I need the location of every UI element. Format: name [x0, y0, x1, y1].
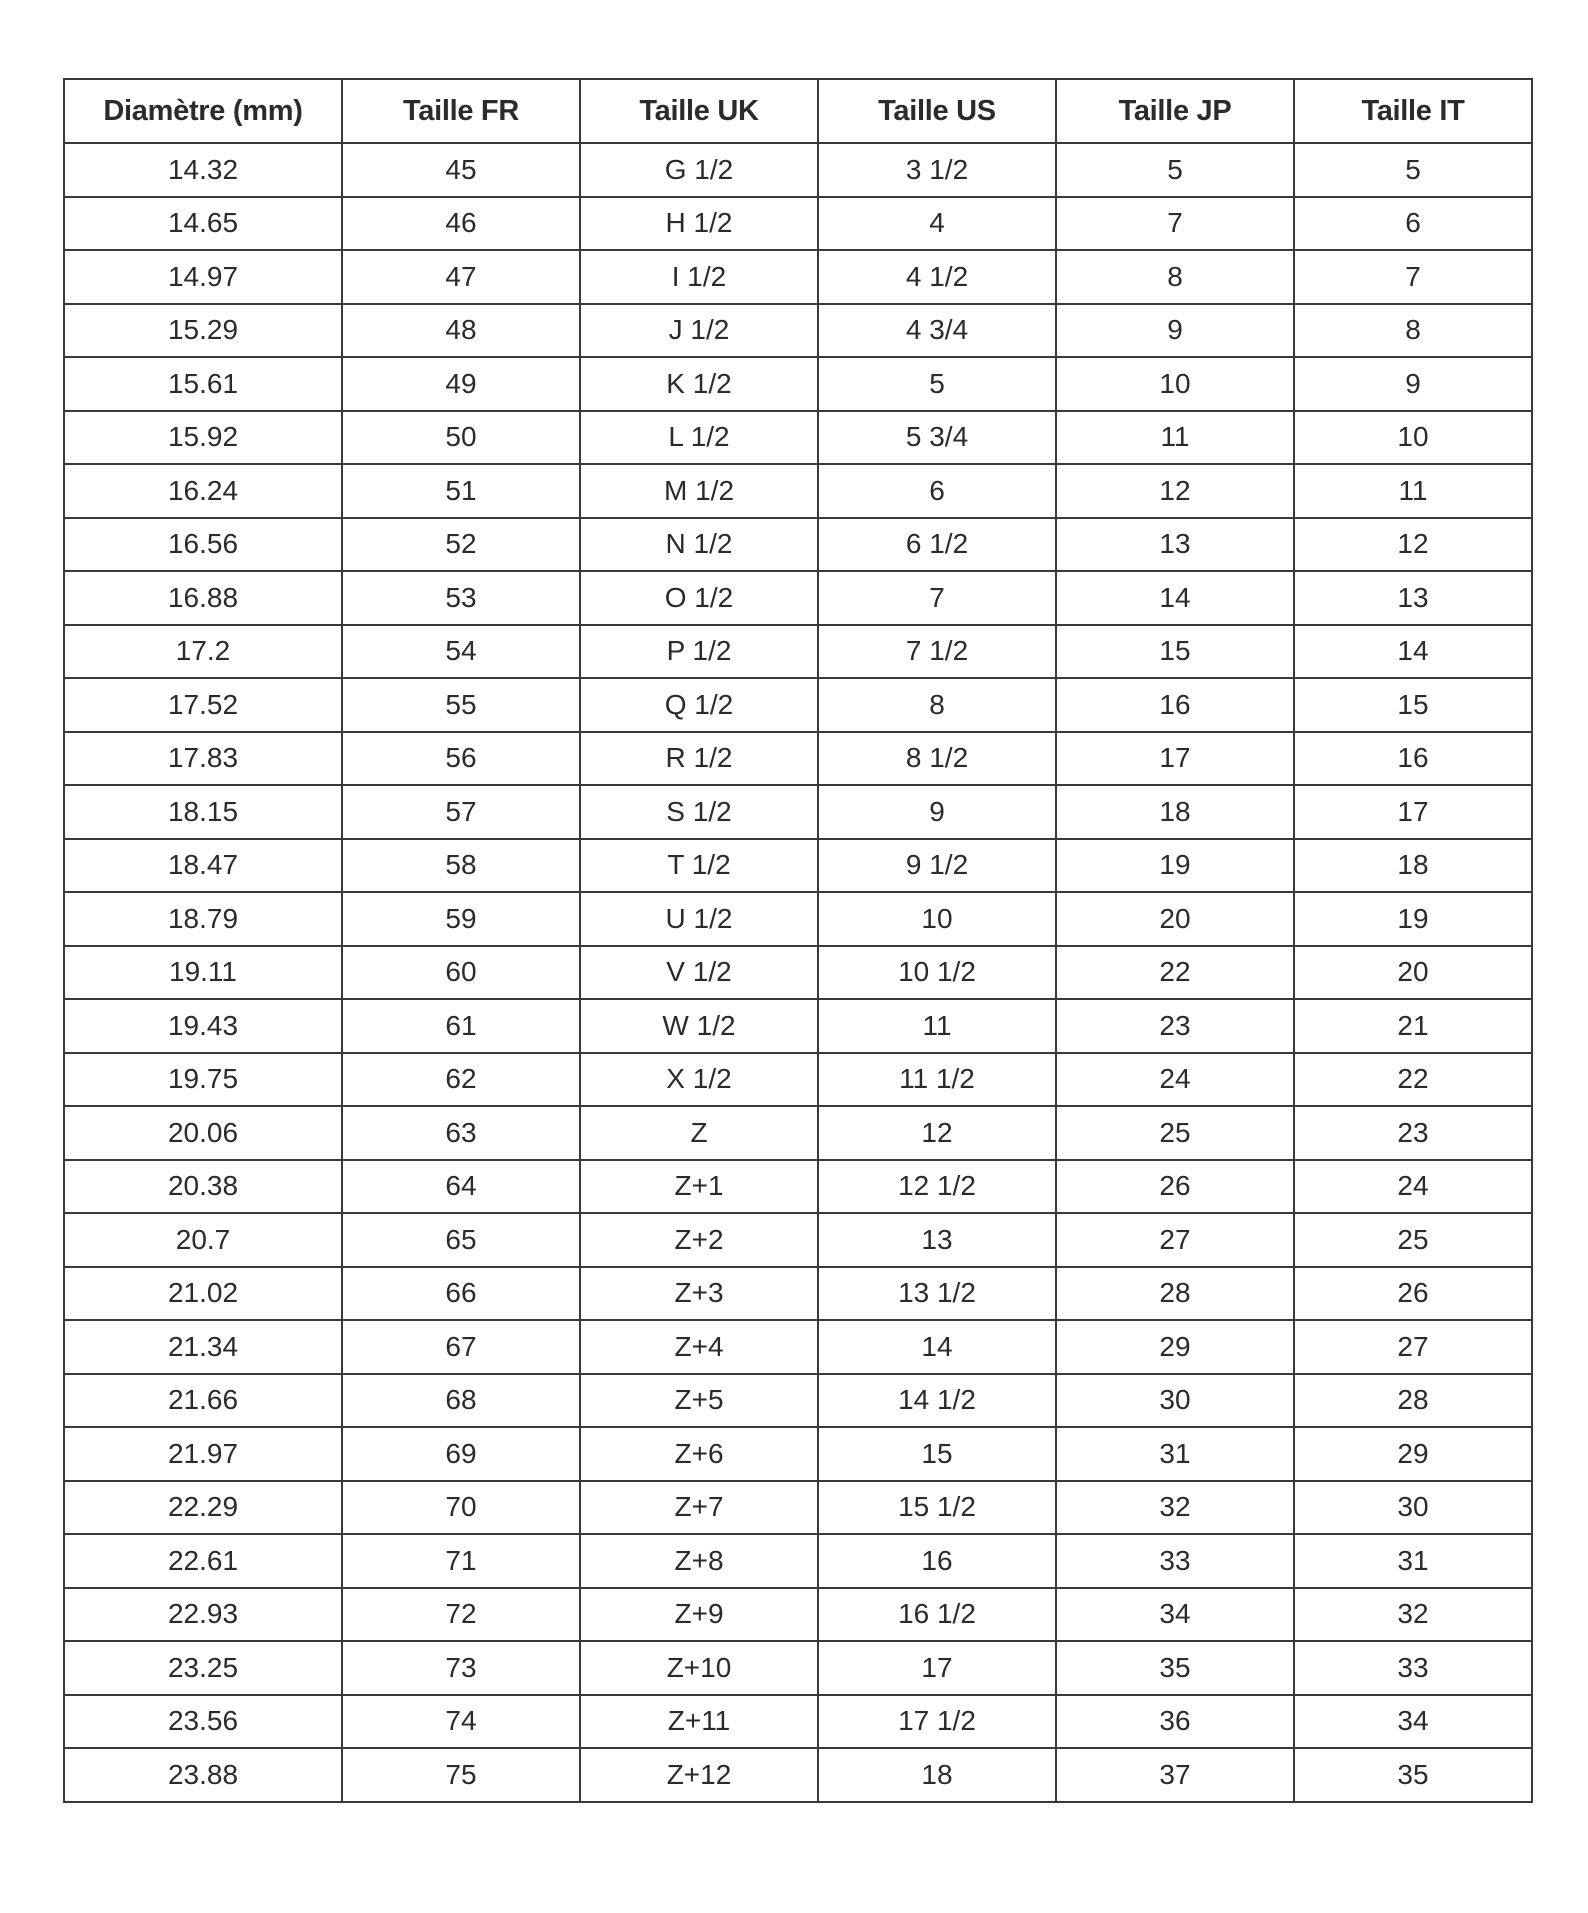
cell-size-fr: 59 — [342, 892, 580, 946]
cell-diameter: 20.38 — [64, 1160, 342, 1214]
cell-size-fr: 64 — [342, 1160, 580, 1214]
cell-size-us: 5 — [818, 357, 1056, 411]
cell-size-uk: T 1/2 — [580, 839, 818, 893]
cell-size-it: 9 — [1294, 357, 1532, 411]
cell-size-us: 8 — [818, 678, 1056, 732]
table-row — [64, 464, 1532, 518]
cell-size-uk: K 1/2 — [580, 357, 818, 411]
cell-diameter: 18.15 — [64, 785, 342, 839]
cell-size-us: 4 3/4 — [818, 304, 1056, 358]
cell-size-us: 9 1/2 — [818, 839, 1056, 893]
table-row — [64, 571, 1532, 625]
cell-size-it: 33 — [1294, 1641, 1532, 1695]
cell-size-it: 6 — [1294, 197, 1532, 251]
cell-size-uk: M 1/2 — [580, 464, 818, 518]
cell-size-fr: 63 — [342, 1106, 580, 1160]
cell-size-fr: 61 — [342, 999, 580, 1053]
cell-size-jp: 16 — [1056, 678, 1294, 732]
cell-size-fr: 56 — [342, 732, 580, 786]
cell-size-uk: G 1/2 — [580, 143, 818, 197]
cell-size-uk: O 1/2 — [580, 571, 818, 625]
cell-size-uk: P 1/2 — [580, 625, 818, 679]
cell-size-uk: Z+11 — [580, 1695, 818, 1749]
cell-size-jp: 32 — [1056, 1481, 1294, 1535]
table-row — [64, 785, 1532, 839]
cell-size-it: 12 — [1294, 518, 1532, 572]
table-row — [64, 411, 1532, 465]
table-row — [64, 999, 1532, 1053]
cell-size-fr: 54 — [342, 625, 580, 679]
table-row — [64, 1748, 1532, 1802]
cell-size-it: 32 — [1294, 1588, 1532, 1642]
cell-diameter: 14.97 — [64, 250, 342, 304]
cell-size-it: 24 — [1294, 1160, 1532, 1214]
cell-size-uk: Z+12 — [580, 1748, 818, 1802]
cell-size-jp: 28 — [1056, 1267, 1294, 1321]
cell-size-jp: 25 — [1056, 1106, 1294, 1160]
cell-size-fr: 65 — [342, 1213, 580, 1267]
cell-size-us: 15 1/2 — [818, 1481, 1056, 1535]
table-row — [64, 250, 1532, 304]
cell-size-us: 17 — [818, 1641, 1056, 1695]
cell-size-uk: Z+2 — [580, 1213, 818, 1267]
cell-size-it: 10 — [1294, 411, 1532, 465]
cell-size-uk: H 1/2 — [580, 197, 818, 251]
cell-size-uk: Z+7 — [580, 1481, 818, 1535]
cell-size-uk: U 1/2 — [580, 892, 818, 946]
cell-diameter: 21.02 — [64, 1267, 342, 1321]
cell-diameter: 16.88 — [64, 571, 342, 625]
cell-size-us: 18 — [818, 1748, 1056, 1802]
cell-diameter: 18.79 — [64, 892, 342, 946]
cell-size-it: 26 — [1294, 1267, 1532, 1321]
table-row — [64, 946, 1532, 1000]
cell-size-us: 12 1/2 — [818, 1160, 1056, 1214]
cell-size-jp: 8 — [1056, 250, 1294, 304]
table-row — [64, 678, 1532, 732]
cell-size-fr: 49 — [342, 357, 580, 411]
table-row — [64, 1588, 1532, 1642]
cell-size-jp: 12 — [1056, 464, 1294, 518]
cell-size-uk: N 1/2 — [580, 518, 818, 572]
cell-size-jp: 7 — [1056, 197, 1294, 251]
cell-size-us: 15 — [818, 1427, 1056, 1481]
cell-size-jp: 13 — [1056, 518, 1294, 572]
cell-size-jp: 19 — [1056, 839, 1294, 893]
cell-size-us: 4 1/2 — [818, 250, 1056, 304]
cell-size-uk: Q 1/2 — [580, 678, 818, 732]
cell-size-it: 19 — [1294, 892, 1532, 946]
cell-diameter: 23.88 — [64, 1748, 342, 1802]
cell-size-us: 17 1/2 — [818, 1695, 1056, 1749]
table-row — [64, 732, 1532, 786]
cell-size-it: 8 — [1294, 304, 1532, 358]
cell-size-us: 6 — [818, 464, 1056, 518]
table-row — [64, 1320, 1532, 1374]
cell-size-fr: 52 — [342, 518, 580, 572]
cell-size-fr: 57 — [342, 785, 580, 839]
cell-size-uk: Z+8 — [580, 1534, 818, 1588]
cell-size-uk: V 1/2 — [580, 946, 818, 1000]
cell-size-us: 12 — [818, 1106, 1056, 1160]
cell-size-jp: 34 — [1056, 1588, 1294, 1642]
cell-size-it: 35 — [1294, 1748, 1532, 1802]
cell-size-us: 6 1/2 — [818, 518, 1056, 572]
cell-size-it: 20 — [1294, 946, 1532, 1000]
cell-size-jp: 27 — [1056, 1213, 1294, 1267]
cell-size-uk: Z+1 — [580, 1160, 818, 1214]
cell-size-fr: 73 — [342, 1641, 580, 1695]
cell-size-fr: 55 — [342, 678, 580, 732]
header-size-us: Taille US — [818, 79, 1056, 143]
table-row — [64, 304, 1532, 358]
cell-size-jp: 35 — [1056, 1641, 1294, 1695]
cell-size-it: 18 — [1294, 839, 1532, 893]
cell-size-uk: L 1/2 — [580, 411, 818, 465]
table-row — [64, 1427, 1532, 1481]
cell-diameter: 22.29 — [64, 1481, 342, 1535]
cell-diameter: 19.43 — [64, 999, 342, 1053]
cell-size-jp: 23 — [1056, 999, 1294, 1053]
cell-diameter: 21.34 — [64, 1320, 342, 1374]
cell-diameter: 17.52 — [64, 678, 342, 732]
cell-diameter: 22.61 — [64, 1534, 342, 1588]
cell-size-fr: 67 — [342, 1320, 580, 1374]
cell-size-it: 34 — [1294, 1695, 1532, 1749]
cell-size-it: 28 — [1294, 1374, 1532, 1428]
cell-diameter: 18.47 — [64, 839, 342, 893]
cell-size-uk: Z — [580, 1106, 818, 1160]
cell-size-us: 10 1/2 — [818, 946, 1056, 1000]
cell-size-fr: 53 — [342, 571, 580, 625]
cell-size-jp: 26 — [1056, 1160, 1294, 1214]
cell-size-us: 11 — [818, 999, 1056, 1053]
cell-size-uk: Z+10 — [580, 1641, 818, 1695]
table-row — [64, 625, 1532, 679]
table-row — [64, 1267, 1532, 1321]
table-row — [64, 1641, 1532, 1695]
table-header — [64, 79, 1532, 143]
cell-diameter: 15.29 — [64, 304, 342, 358]
cell-size-jp: 11 — [1056, 411, 1294, 465]
cell-size-us: 10 — [818, 892, 1056, 946]
cell-diameter: 14.65 — [64, 197, 342, 251]
cell-diameter: 14.32 — [64, 143, 342, 197]
cell-size-jp: 10 — [1056, 357, 1294, 411]
header-size-it: Taille IT — [1294, 79, 1532, 143]
cell-size-uk: Z+9 — [580, 1588, 818, 1642]
cell-diameter: 16.56 — [64, 518, 342, 572]
cell-diameter: 21.97 — [64, 1427, 342, 1481]
cell-size-jp: 37 — [1056, 1748, 1294, 1802]
cell-size-uk: R 1/2 — [580, 732, 818, 786]
table-row — [64, 892, 1532, 946]
cell-diameter: 23.56 — [64, 1695, 342, 1749]
cell-diameter: 15.92 — [64, 411, 342, 465]
header-row — [64, 79, 1532, 143]
cell-size-fr: 71 — [342, 1534, 580, 1588]
ring-size-table — [63, 78, 1533, 1803]
cell-size-it: 29 — [1294, 1427, 1532, 1481]
cell-size-it: 5 — [1294, 143, 1532, 197]
cell-diameter: 17.83 — [64, 732, 342, 786]
cell-size-us: 8 1/2 — [818, 732, 1056, 786]
cell-size-jp: 9 — [1056, 304, 1294, 358]
cell-size-fr: 48 — [342, 304, 580, 358]
cell-size-us: 13 1/2 — [818, 1267, 1056, 1321]
cell-size-fr: 46 — [342, 197, 580, 251]
cell-size-fr: 50 — [342, 411, 580, 465]
cell-size-us: 16 1/2 — [818, 1588, 1056, 1642]
table-row — [64, 197, 1532, 251]
cell-size-it: 22 — [1294, 1053, 1532, 1107]
cell-size-uk: Z+5 — [580, 1374, 818, 1428]
cell-size-uk: Z+6 — [580, 1427, 818, 1481]
cell-size-fr: 75 — [342, 1748, 580, 1802]
cell-size-jp: 33 — [1056, 1534, 1294, 1588]
cell-size-fr: 51 — [342, 464, 580, 518]
cell-diameter: 15.61 — [64, 357, 342, 411]
cell-size-fr: 62 — [342, 1053, 580, 1107]
cell-size-jp: 14 — [1056, 571, 1294, 625]
cell-size-it: 25 — [1294, 1213, 1532, 1267]
cell-size-fr: 68 — [342, 1374, 580, 1428]
cell-size-jp: 31 — [1056, 1427, 1294, 1481]
cell-size-it: 31 — [1294, 1534, 1532, 1588]
cell-size-it: 30 — [1294, 1481, 1532, 1535]
cell-size-it: 23 — [1294, 1106, 1532, 1160]
cell-diameter: 21.66 — [64, 1374, 342, 1428]
cell-diameter: 20.7 — [64, 1213, 342, 1267]
cell-size-us: 7 1/2 — [818, 625, 1056, 679]
table-body — [64, 143, 1532, 1802]
header-diameter: Diamètre (mm) — [64, 79, 342, 143]
cell-diameter: 19.75 — [64, 1053, 342, 1107]
cell-size-it: 7 — [1294, 250, 1532, 304]
table-row — [64, 1481, 1532, 1535]
cell-size-fr: 66 — [342, 1267, 580, 1321]
cell-size-jp: 17 — [1056, 732, 1294, 786]
cell-size-us: 7 — [818, 571, 1056, 625]
table-row — [64, 518, 1532, 572]
cell-size-jp: 15 — [1056, 625, 1294, 679]
cell-size-uk: X 1/2 — [580, 1053, 818, 1107]
cell-diameter: 23.25 — [64, 1641, 342, 1695]
cell-size-us: 14 1/2 — [818, 1374, 1056, 1428]
cell-diameter: 22.93 — [64, 1588, 342, 1642]
table-row — [64, 1374, 1532, 1428]
cell-size-jp: 5 — [1056, 143, 1294, 197]
cell-size-it: 14 — [1294, 625, 1532, 679]
header-size-jp: Taille JP — [1056, 79, 1294, 143]
cell-size-it: 16 — [1294, 732, 1532, 786]
cell-size-it: 15 — [1294, 678, 1532, 732]
cell-size-jp: 29 — [1056, 1320, 1294, 1374]
cell-size-fr: 45 — [342, 143, 580, 197]
cell-size-fr: 60 — [342, 946, 580, 1000]
cell-size-jp: 22 — [1056, 946, 1294, 1000]
table-row — [64, 1053, 1532, 1107]
cell-size-uk: Z+3 — [580, 1267, 818, 1321]
cell-size-us: 14 — [818, 1320, 1056, 1374]
cell-size-it: 17 — [1294, 785, 1532, 839]
cell-size-it: 13 — [1294, 571, 1532, 625]
table-row — [64, 1213, 1532, 1267]
cell-size-us: 4 — [818, 197, 1056, 251]
cell-diameter: 20.06 — [64, 1106, 342, 1160]
cell-size-us: 11 1/2 — [818, 1053, 1056, 1107]
header-size-uk: Taille UK — [580, 79, 818, 143]
cell-size-fr: 69 — [342, 1427, 580, 1481]
cell-size-us: 16 — [818, 1534, 1056, 1588]
cell-size-fr: 72 — [342, 1588, 580, 1642]
cell-size-uk: I 1/2 — [580, 250, 818, 304]
table-row — [64, 143, 1532, 197]
cell-size-uk: S 1/2 — [580, 785, 818, 839]
table-row — [64, 1695, 1532, 1749]
cell-size-fr: 47 — [342, 250, 580, 304]
cell-size-jp: 18 — [1056, 785, 1294, 839]
table-row — [64, 1160, 1532, 1214]
cell-size-it: 27 — [1294, 1320, 1532, 1374]
cell-diameter: 16.24 — [64, 464, 342, 518]
cell-size-jp: 30 — [1056, 1374, 1294, 1428]
table-row — [64, 357, 1532, 411]
cell-size-fr: 74 — [342, 1695, 580, 1749]
cell-size-fr: 58 — [342, 839, 580, 893]
table-row — [64, 1106, 1532, 1160]
cell-size-us: 9 — [818, 785, 1056, 839]
cell-diameter: 17.2 — [64, 625, 342, 679]
cell-size-uk: J 1/2 — [580, 304, 818, 358]
cell-size-fr: 70 — [342, 1481, 580, 1535]
table-row — [64, 1534, 1532, 1588]
cell-size-uk: Z+4 — [580, 1320, 818, 1374]
cell-size-jp: 20 — [1056, 892, 1294, 946]
cell-size-jp: 36 — [1056, 1695, 1294, 1749]
cell-diameter: 19.11 — [64, 946, 342, 1000]
cell-size-us: 5 3/4 — [818, 411, 1056, 465]
cell-size-jp: 24 — [1056, 1053, 1294, 1107]
cell-size-us: 13 — [818, 1213, 1056, 1267]
cell-size-it: 11 — [1294, 464, 1532, 518]
cell-size-it: 21 — [1294, 999, 1532, 1053]
header-size-fr: Taille FR — [342, 79, 580, 143]
table-row — [64, 839, 1532, 893]
cell-size-us: 3 1/2 — [818, 143, 1056, 197]
cell-size-uk: W 1/2 — [580, 999, 818, 1053]
